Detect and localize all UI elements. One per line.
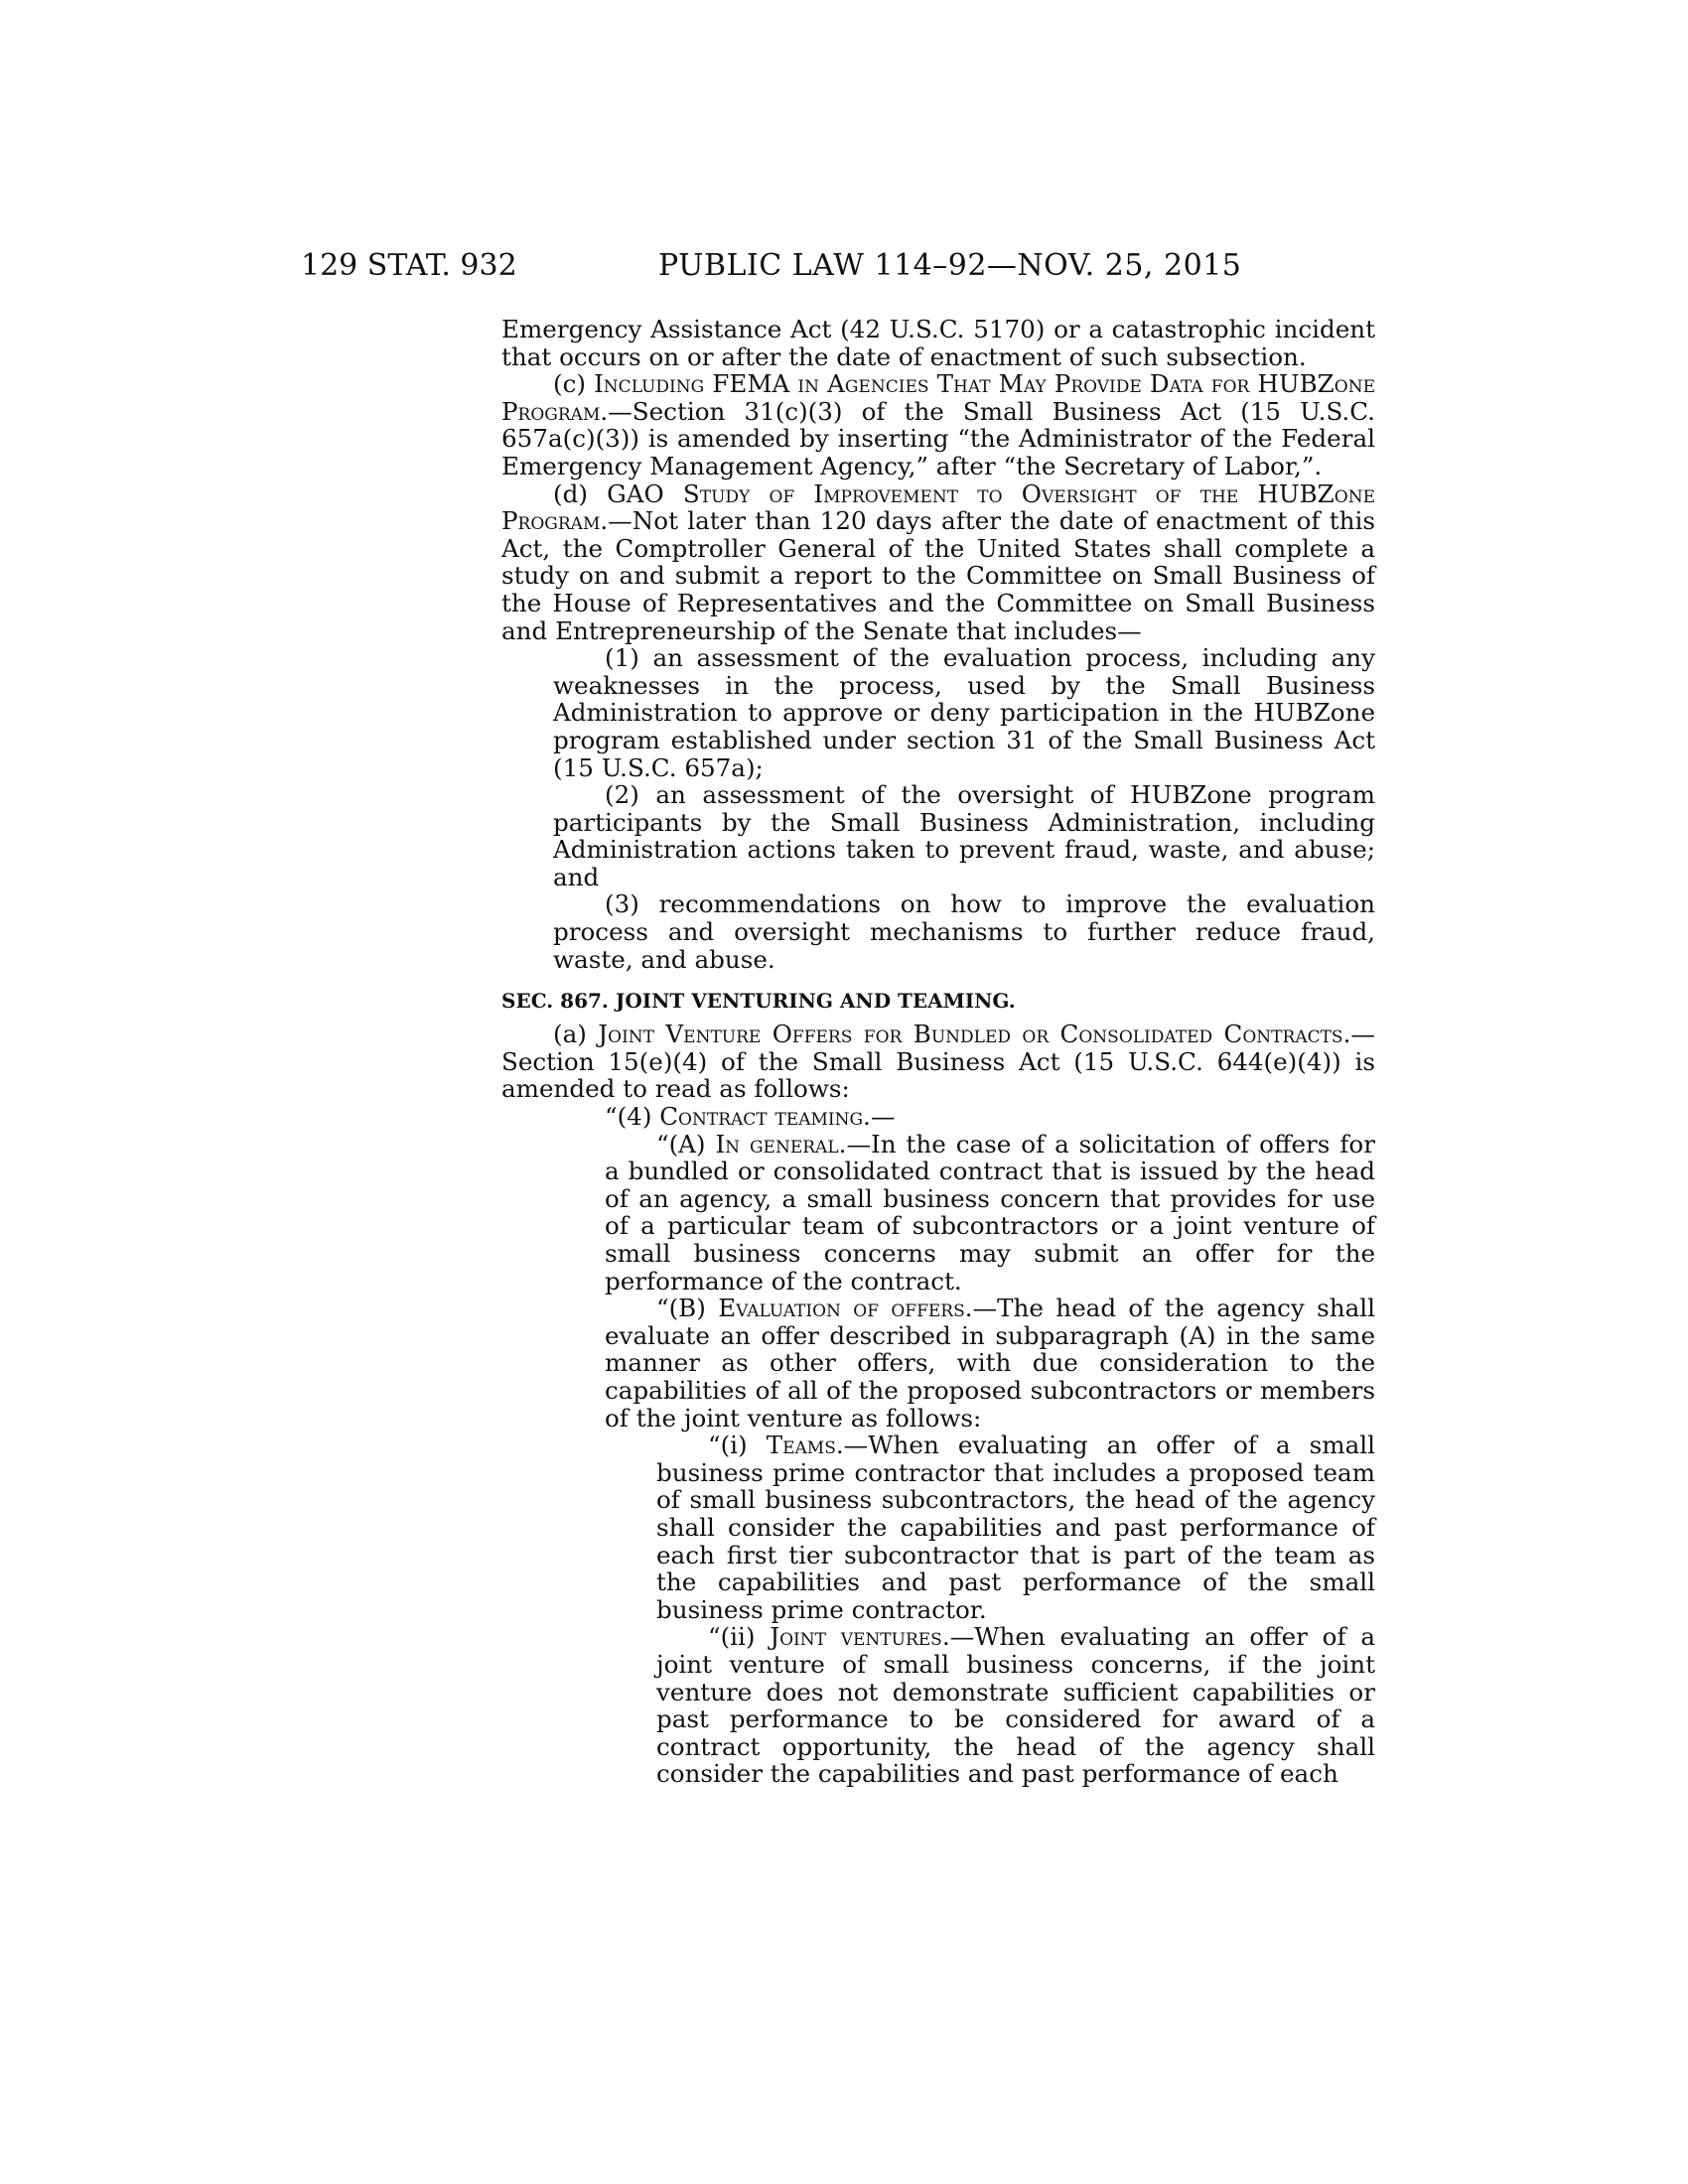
subsection-a: (a) Joint Venture Offers for Bundled or Consolidated Contracts.—Section 15(e)(4) of the Small Business Act (15 U.S.C. 644(e)(4)) is amended to read as follows: bbox=[501, 1020, 1375, 1104]
clause-ii: “(ii) Joint ventures.—When evaluating an offer of a joint venture of small business concerns, if the joint venture does not demonstrate sufficient capabilities or past performance to be considered for award of a contract opportunity, the head of the agency shall consider the capabilities and past performance of each bbox=[656, 1622, 1375, 1789]
paragraph-4: “(4) Contract teaming.— bbox=[605, 1102, 896, 1132]
running-header: PUBLIC LAW 114–92—NOV. 25, 2015 bbox=[658, 248, 1242, 283]
subsection-c-heading: Including FEMA in Agencies That May Provide Data for HUBZone Program. bbox=[501, 369, 1375, 426]
paragraph-4-heading: Contract teaming. bbox=[659, 1102, 871, 1132]
subparagraph-a: “(A) In general.—In the case of a solicitation of offers for a bundled or consolidated contract that is issued by the head of an agency, a small business concern that provides for use of a particular team of subcontractors or a joint venture of small business concerns may submit an offer for the performance of the contract. bbox=[605, 1129, 1375, 1296]
clause-ii-heading: Joint ventures. bbox=[770, 1622, 950, 1652]
clause-i: “(i) Teams.—When evaluating an offer of a small business prime contractor that includes a proposed team of small business subcontractors, the head of the agency shall consider the capabilities and past performance of each first tier subcontractor that is part of the team as the capabilities and past performance of the small business prime contractor. bbox=[656, 1431, 1375, 1624]
subsection-c: (c) Including FEMA in Agencies That May Provide Data for HUBZone Program.—Section 31(c)(3) of the Small Business Act (15 U.S.C. 657a(c)(3)) is amended by inserting “the Administrator of the Federal Emergency Management Agency,” after “the Secretary of Labor,”. bbox=[501, 369, 1375, 480]
subparagraph-b: “(B) Evaluation of offers.—The head of the agency shall evaluate an offer described in subparagraph (A) in the same manner as other offers, with due consideration to the capabilities of all of the proposed subcontractors or members of the joint venture as follows: bbox=[605, 1294, 1375, 1433]
paragraph-d3: (3) recommendations on how to improve the evaluation process and oversight mechanisms to further reduce fraud, waste, and abuse. bbox=[553, 889, 1375, 974]
subsection-d: (d) GAO Study of Improvement to Oversight of the HUBZone Program.—Not later than 120 days after the date of enactment of this Act, the Comptroller General of the United States shall complete a study on and submit a report to the Committee on Small Business of the House of Representatives and the Committee on Small Business and Entrepreneurship of the Senate that includes— bbox=[501, 478, 1375, 645]
subparagraph-a-heading: In general. bbox=[715, 1129, 847, 1159]
continued-paragraph: Emergency Assistance Act (42 U.S.C. 5170) or a catastrophic incident that occurs on or after the date of enactment of such subsection. bbox=[501, 315, 1375, 371]
subparagraph-b-heading: Evaluation of offers. bbox=[718, 1294, 973, 1323]
paragraph-d2: (2) an assessment of the oversight of HUBZone program participants by the Small Business Administration, including Administration actions taken to prevent fraud, waste, and abuse; and bbox=[553, 780, 1375, 891]
stat-reference: 129 STAT. 932 bbox=[301, 248, 517, 283]
subsection-d-heading: GAO Study of Improvement to Oversight of the HUBZone Program. bbox=[501, 478, 1375, 536]
clause-i-heading: Teams. bbox=[766, 1431, 844, 1460]
paragraph-d1-text: (1) an assessment of the evaluation process, including any weaknesses in the process, used by the Small Business Administration to approve or deny participation in the HUBZone program established under section 31 of the Small Business Act (15 U.S.C. 657a); bbox=[553, 643, 1375, 782]
subsection-a-heading: Joint Venture Offers for Bundled or Consolidated Contracts. bbox=[598, 1020, 1351, 1049]
section-heading: SEC. 867. JOINT VENTURING AND TEAMING. bbox=[501, 989, 1016, 1014]
body-text bbox=[501, 316, 1375, 1788]
